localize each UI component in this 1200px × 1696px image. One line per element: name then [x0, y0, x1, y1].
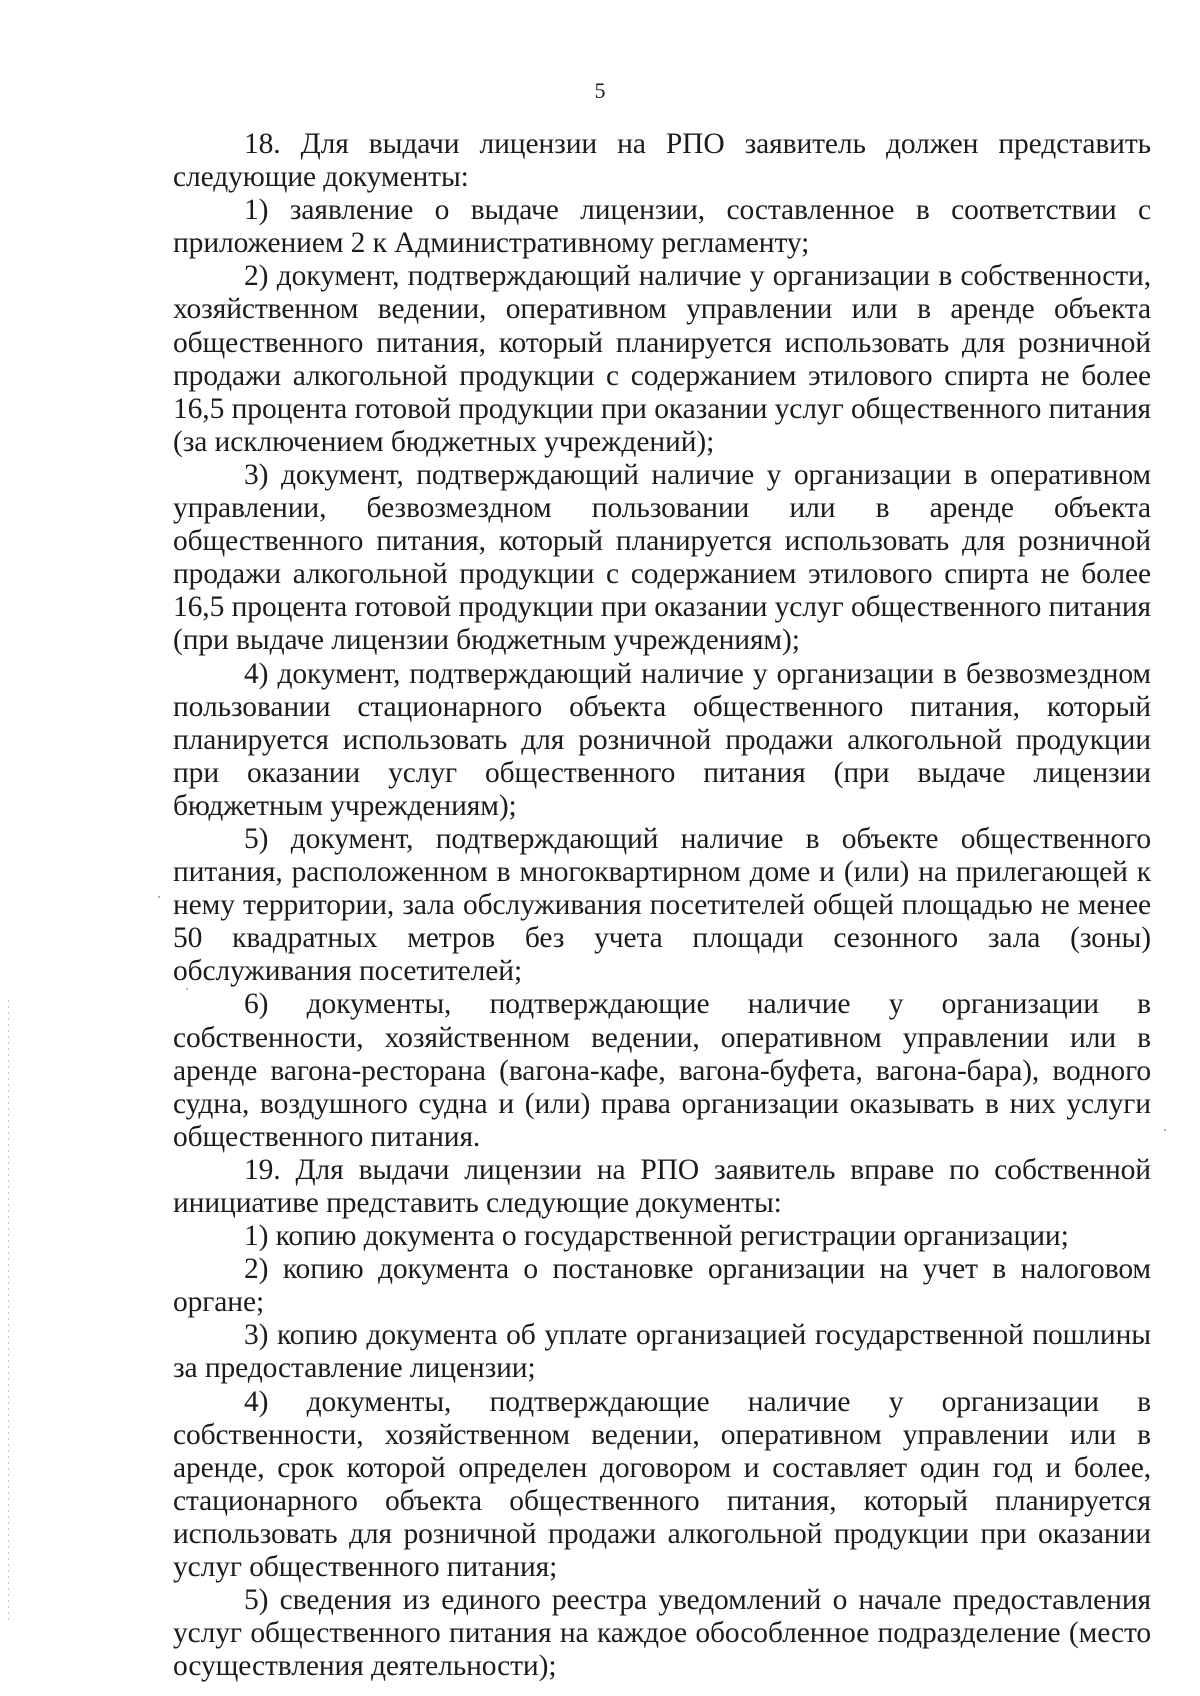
paragraph-19-intro: 19. Для выдачи лицензии на РПО заявитель вправе по собственной инициативе представить следующие документы: [173, 1153, 1151, 1219]
document-body [173, 128, 1151, 1683]
list-item-19-4: 4) документы, подтверждающие наличие у организации в собственности, хозяйственном ведении, оперативном управлении или в аренде, срок которой определен договором и составляет один год и более, стационарного объекта общественного питания, который планируется использовать для розничной продажи алкогольной продукции при оказании услуг общественного питания; [173, 1385, 1151, 1584]
list-item-19-3: 3) копию документа об уплате организацией государственной пошлины за предоставление лицензии; [173, 1319, 1151, 1385]
list-item-18-6: 6) документы, подтверждающие наличие у организации в собственности, хозяйственном ведении, оперативном управлении или в аренде вагона-ресторана (вагона-кафе, вагона-буфета, вагона-бара), водного судна, воздушного судна и (или) права организации оказывать в них услуги общественного питания. [173, 988, 1151, 1153]
list-item-19-5: 5) сведения из единого реестра уведомлений о начале предоставления услуг общественного питания на каждое обособленное подразделение (место осуществления деятельности); [173, 1584, 1151, 1683]
paragraph-18-intro: 18. Для выдачи лицензии на РПО заявитель должен представить следующие документы: [173, 128, 1151, 194]
list-item-19-2: 2) копию документа о постановке организации на учет в налоговом органе; [173, 1253, 1151, 1319]
list-item-19-1: 1) копию документа о государственной регистрации организации; [244, 1220, 1069, 1253]
scan-speck [1164, 1129, 1166, 1131]
list-item-18-3: 3) документ, подтверждающий наличие у организации в оперативном управлении, безвозмездном пользовании или в аренде объекта общественного питания, который планируется использовать для розничной продажи алкогольной продукции с содержанием этилового спирта не более 16,5 процента готовой продукции при оказании услуг общественного питания (при выдаче лицензии бюджетным учреждениям); [173, 458, 1151, 657]
list-item-18-1: 1) заявление о выдаче лицензии, составленное в соответствии с приложением 2 к Административному регламенту; [173, 194, 1151, 260]
scan-edge-artifact [8, 1000, 9, 1620]
list-item-18-2: 2) документ, подтверждающий наличие у организации в собственности, хозяйственном ведении, оперативном управлении или в аренде объекта общественного питания, который планируется использовать для розничной продажи алкогольной продукции с содержанием этилового спирта не более 16,5 процента готовой продукции при оказании услуг общественного питания (за исключением бюджетных учреждений); [173, 260, 1151, 458]
list-item-18-5: 5) документ, подтверждающий наличие в объекте общественного питания, расположенном в многоквартирном доме и (или) на прилегающей к нему территории, зала обслуживания посетителей общей площадью не менее 50 квадратных метров без учета площади сезонного зала (зоны) обслуживания посетителей; [173, 822, 1151, 988]
list-item-18-4: 4) документ, подтверждающий наличие у организации в безвозмездном пользовании стационарного объекта общественного питания, который планируется использовать для розничной продажи алкогольной продукции при оказании услуг общественного питания (при выдаче лицензии бюджетным учреждениям); [173, 657, 1151, 822]
scan-speck [158, 896, 160, 898]
page-number: 5 [594, 78, 606, 103]
